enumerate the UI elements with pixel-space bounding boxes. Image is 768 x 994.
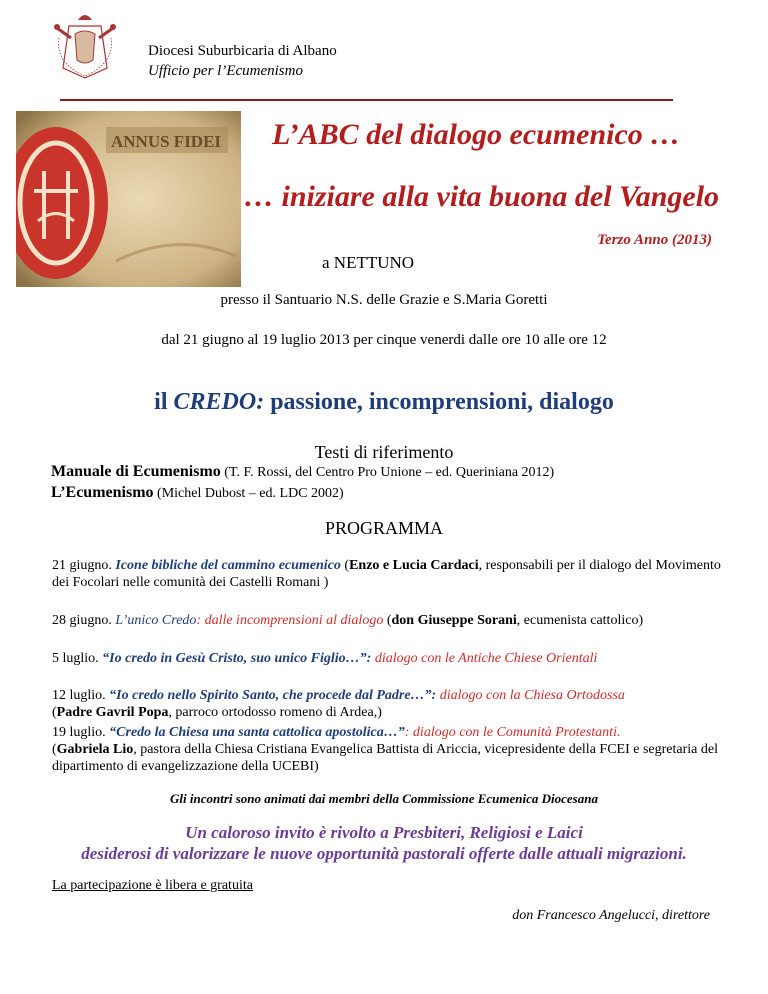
event-date: 12 luglio. (52, 688, 110, 703)
event-topic: L’unico Credo (115, 613, 197, 628)
event-paren: ( (52, 742, 57, 757)
event-place: a NETTUNO (322, 253, 415, 272)
event-date: 19 luglio. (52, 725, 110, 740)
event-topic: Icone bibliche del cammino ecumenico (115, 558, 341, 573)
reference-title: Manuale di Ecumenismo (51, 463, 221, 480)
reference-item (51, 484, 344, 502)
reference-detail: (T. F. Rossi, del Centro Pro Unione – ed. Queriniana 2012) (220, 465, 555, 480)
theme-prefix: il (154, 389, 174, 415)
event-speaker-role: , parroco ortodosso romeno di Ardea,) (168, 705, 382, 720)
signature: don Francesco Angelucci, direttore (512, 908, 710, 923)
edition-year: Terzo Anno (2013) (597, 232, 712, 248)
header-divider (60, 99, 673, 101)
program-event (52, 724, 732, 775)
title-line-2: … iniziare alla vita buona del Vangelo (244, 180, 720, 213)
event-dialog: dialogo con la Chiesa Ortodossa (436, 688, 625, 703)
invitation (0, 822, 768, 864)
program-event (52, 650, 732, 667)
reference-detail: (Michel Dubost – ed. LDC 2002) (153, 486, 344, 501)
theme-credo: CREDO: (173, 389, 265, 415)
invitation-line-1: Un caloroso invito è rivolto a Presbiteri, Religiosi e Laici (185, 823, 583, 842)
animated-by-note: Gli incontri sono animati dai membri della Commissione Ecumenica Diocesana (170, 791, 598, 806)
event-speaker: Padre Gavril Popa (56, 705, 169, 720)
event-date: 21 giugno. (52, 558, 116, 573)
event-dialog: : dialogo con le Comunità Protestanti. (404, 725, 621, 740)
theme-rest: passione, incomprensioni, dialogo (264, 389, 614, 415)
diocese-name: Diocesi Suburbicaria di Albano (148, 43, 337, 59)
event-quote: “Io credo nello Spirito Santo, che procede dal Padre…”: (109, 688, 437, 703)
event-quote: “Io credo in Gesù Cristo, suo unico Figlio…”: (102, 651, 372, 666)
reference-item (51, 463, 554, 481)
event-speaker: Gabriela Lio (56, 742, 134, 757)
annus-fidei-logo (16, 111, 241, 287)
program-event (52, 557, 732, 591)
references-heading: Testi di riferimento (314, 442, 454, 462)
participation-note: La partecipazione è libera e gratuita (52, 878, 253, 893)
svg-text:ANNUS FIDEI: ANNUS FIDEI (111, 132, 222, 151)
event-quote: “Credo la Chiesa una santa cattolica apostolica…” (109, 725, 405, 740)
reference-title: L’Ecumenismo (51, 484, 154, 501)
event-dialog: dialogo con le Antiche Chiese Orientali (371, 651, 598, 666)
event-paren: ( (340, 558, 350, 573)
event-speaker: Enzo e Lucia Cardaci (349, 558, 479, 573)
office-name: Ufficio per l’Ecumenismo (148, 63, 303, 79)
event-speaker-role: , ecumenista cattolico) (516, 613, 644, 628)
event-speaker-role: , pastora della Chiesa Cristiana Evangelica Battista di Ariccia, vicepresidente della FCEI e segretaria del dipartimento di evangelizzazione della UCEBI) (52, 742, 718, 774)
event-paren: ( (383, 613, 392, 628)
event-speaker-role: , responsabili per il dialogo del Movimento dei Focolari nelle comunità dei Castelli Romani ) (52, 558, 721, 590)
diocese-seal-icon (45, 8, 125, 82)
event-speaker: don Giuseppe Sorani (391, 613, 517, 628)
event-date: 5 luglio. (52, 651, 103, 666)
program-heading: PROGRAMMA (324, 518, 444, 538)
course-theme (0, 389, 768, 416)
invitation-line-2: desiderosi di valorizzare le nuove opportunità pastorali offerte dalle attuali migrazioni. (81, 844, 687, 863)
event-dates: dal 21 giugno al 19 luglio 2013 per cinque venerdi dalle ore 10 alle ore 12 (161, 332, 607, 348)
program-event (52, 687, 732, 721)
event-topic-detail: : dalle incomprensioni al dialogo (196, 613, 384, 628)
event-location: presso il Santuario N.S. delle Grazie e S.Maria Goretti (220, 292, 548, 308)
program-event (52, 612, 732, 629)
event-paren: ( (52, 705, 57, 720)
title-line-1: L’ABC del dialogo ecumenico … (272, 118, 681, 151)
event-date: 28 giugno. (52, 613, 116, 628)
